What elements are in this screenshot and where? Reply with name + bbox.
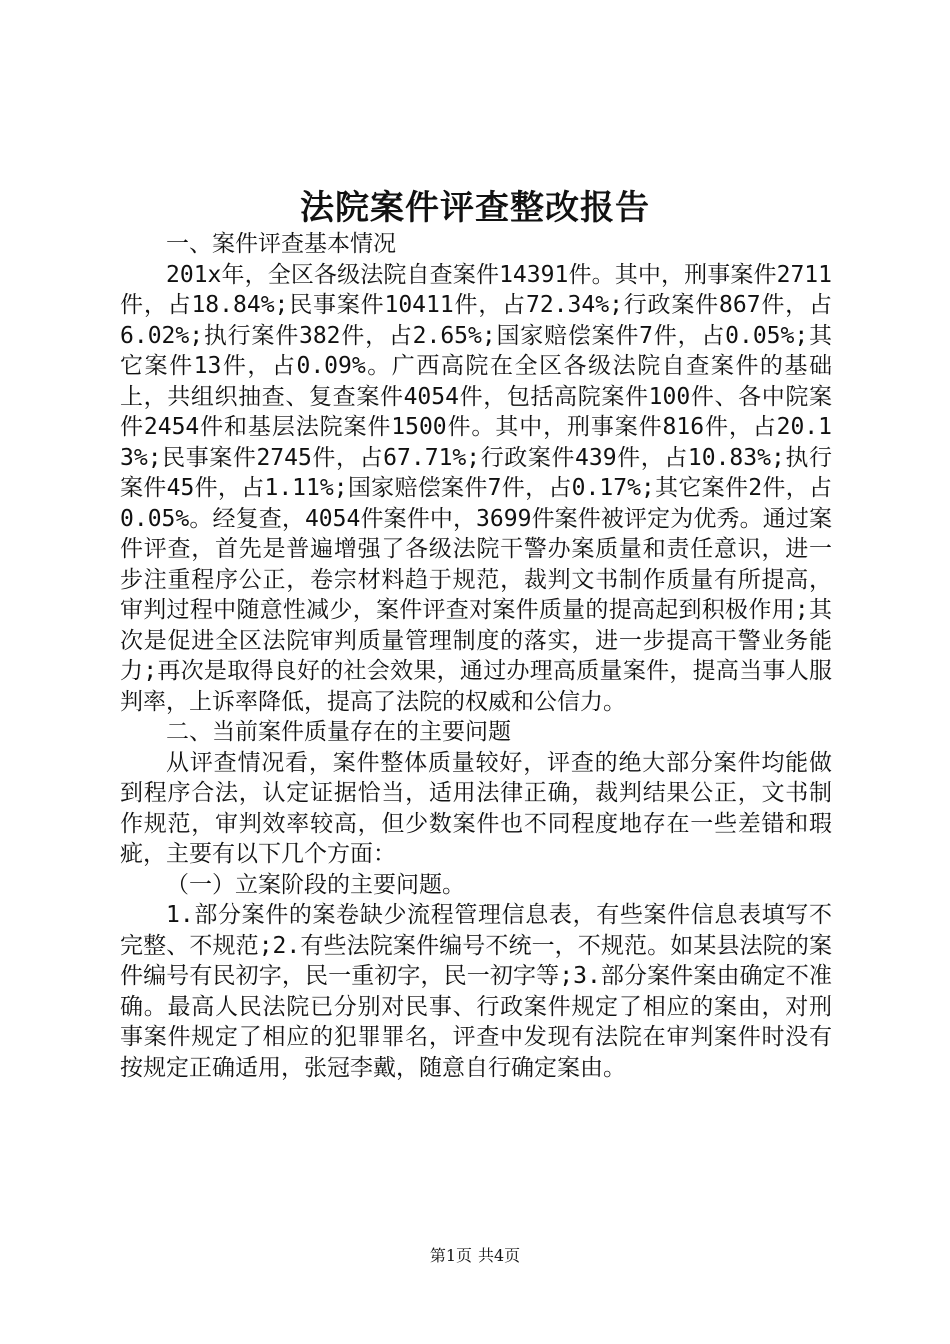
section-heading: 一、案件评查基本情况 (166, 231, 396, 257)
page-footer (0, 1246, 950, 1266)
body-paragraph: 201x年，全区各级法院自查案件14391件。其中，刑事案件2711件，占18.84%;民事案件10411件，占72.34%;行政案件867件，占6.02%;执行案件382件，占2.65%;国家赔偿案件7件，占0.05%;其它案件13件，占0.09%。广西高院在全区各级法院自查案件的基础上，共组织抽查、复查案件4054件，包括高院案件100件、各中院案件2454件和基层法院案件1500件。其中，刑事案件816件，占20.13%;民事案件2745件，占67.71%;行政案件439件，占10.83%;执行案件45件，占1.11%;国家赔偿案件7件，占0.17%;其它案件2件，占0.05%。经复查，4054件案件中，3699件案件被评定为优秀。通过案件评查，首先是普遍增强了各级法院干警办案质量和责任意识，进一步注重程序公正，卷宗材料趋于规范，裁判文书制作质量有所提高，审判过程中随意性减少，案件评查对案件质量的提高起到积极作用;其次是促进全区法院审判质量管理制度的落实，进一步提高干警业务能力;再次是取得良好的社会效果，通过办理高质量案件，提高当事人服判率，上诉率降低，提高了法院的权威和公信力。 (120, 261, 832, 715)
subsection-heading: （一）立案阶段的主要问题。 (166, 871, 465, 898)
body-paragraph: 1.部分案件的案卷缺少流程管理信息表，有些案件信息表填写不完整、不规范;2.有些法院案件编号不统一，不规范。如某县法院的案件编号有民初字，民一重初字，民一初字等;3.部分案件案由确定不准确。最高人民法院已分别对民事、行政案件规定了相应的案由，对刑事案件规定了相应的犯罪罪名，评查中发现有法院在审判案件时没有按规定正确适用，张冠李戴，随意自行确定案由。 (120, 902, 832, 1081)
page-total: 共4页 (478, 1246, 521, 1265)
section-heading: 二、当前案件质量存在的主要问题 (166, 719, 511, 745)
page-number: 第1页 (429, 1246, 472, 1265)
body-paragraph: 从评查情况看，案件整体质量较好，评查的绝大部分案件均能做到程序合法，认定证据恰当，适用法律正确，裁判结果公正，文书制作规范，审判效率较高，但少数案件也不同程度地存在一些差错和瑕疵，主要有以下几个方面： (120, 749, 832, 867)
document-title: 法院案件评查整改报告 (300, 188, 650, 228)
document-body (120, 229, 832, 1083)
